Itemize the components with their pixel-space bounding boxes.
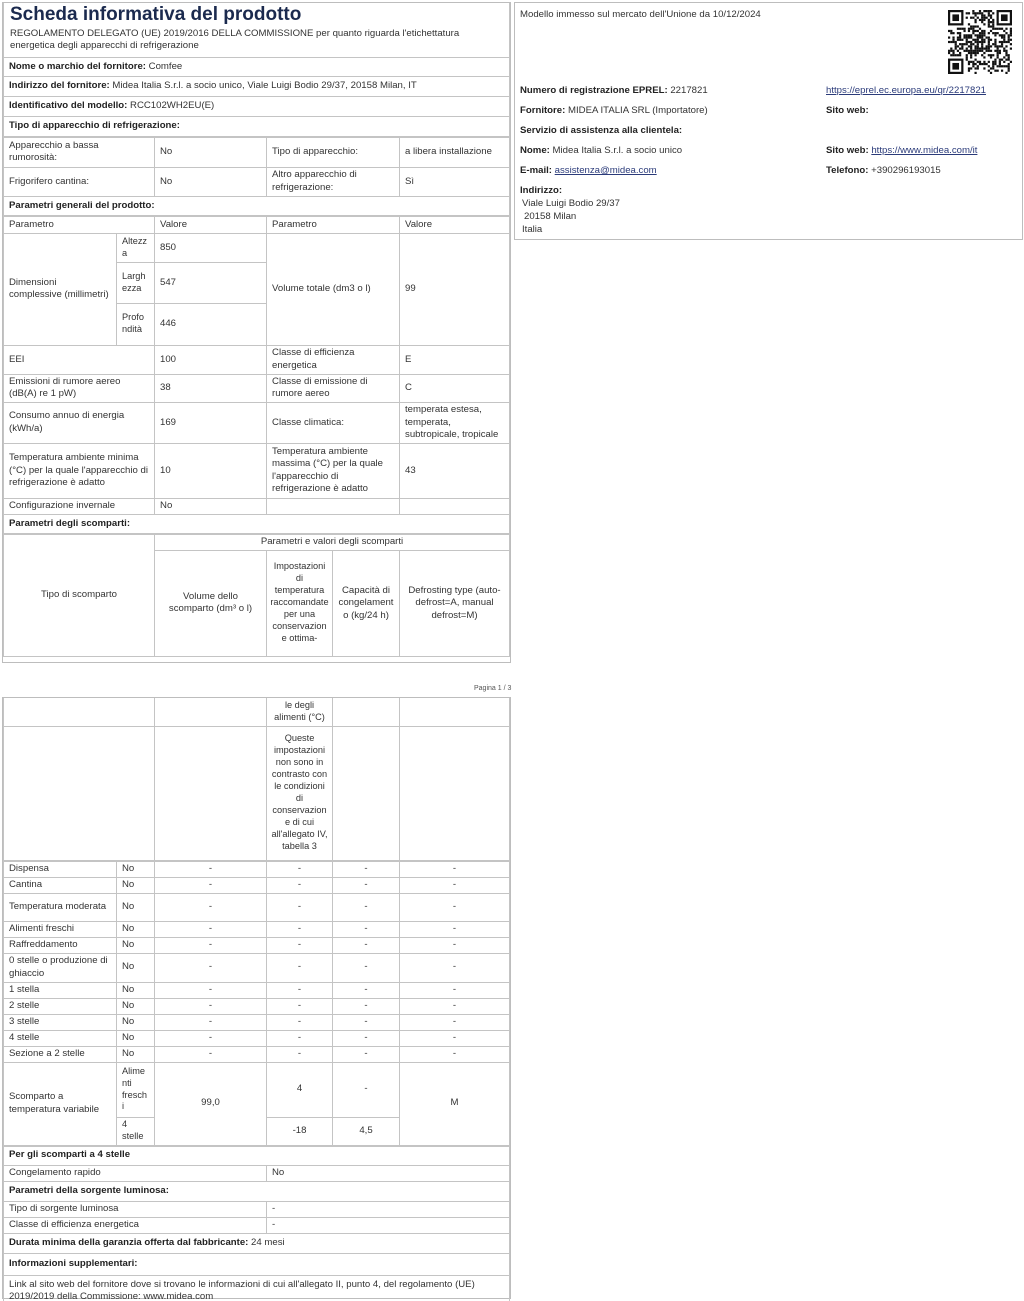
compartment-row — [4, 893, 510, 921]
cell: Consumo annuo di energia (kWh/a) — [4, 402, 155, 443]
compartment-cell: Temperatura moderata — [4, 893, 117, 921]
comp-defrost-header: Defrosting type (auto-defrost=A, manual defrost=M) — [400, 550, 510, 656]
cell: Temperatura ambiente massima (°C) per la quale l'apparecchio di refrigerazione è adatto — [267, 443, 400, 498]
product-sheet-page-1 — [2, 2, 511, 663]
address-line-3: Italia — [522, 224, 543, 235]
compartment-cell: - — [333, 998, 400, 1014]
compartment-cell: - — [267, 998, 333, 1014]
compartment-cell: - — [333, 982, 400, 998]
address-line-2: 20158 Milan — [524, 211, 577, 222]
variable-temp2: -18 — [267, 1117, 333, 1145]
dim-height-label: Altezza — [117, 233, 155, 262]
compartment-cell: - — [155, 1030, 267, 1046]
compartment-cell: No — [117, 998, 155, 1014]
variable-freeze2: 4,5 — [333, 1117, 400, 1145]
variable-sub2: 4 stelle — [117, 1117, 155, 1145]
compartment-cell: - — [267, 1046, 333, 1062]
email-link[interactable]: assistenza@midea.com — [554, 165, 657, 176]
compartment-cell: - — [333, 877, 400, 893]
winter-value: No — [155, 498, 267, 514]
compartment-cell: - — [155, 1014, 267, 1030]
compartment-cell: No — [117, 982, 155, 998]
light-type-label: Tipo di sorgente luminosa — [4, 1201, 267, 1217]
compartments-table — [3, 698, 510, 861]
product-sheet-page-2 — [2, 697, 511, 1299]
compartment-cell: 2 stelle — [4, 998, 117, 1014]
compartment-row — [4, 1030, 510, 1046]
compartment-cell: - — [155, 877, 267, 893]
general-row — [4, 402, 510, 443]
compartment-cell: - — [400, 877, 510, 893]
variable-freeze1: - — [333, 1062, 400, 1117]
page-title: Scheda informativa del prodotto — [10, 4, 302, 25]
qr-code-icon[interactable] — [948, 10, 1012, 74]
compartment-cell: No — [117, 1046, 155, 1062]
four-star-heading: Per gli scomparti a 4 stelle — [4, 1146, 510, 1165]
compartments-heading: Parametri degli scomparti: — [4, 514, 510, 533]
appliance-row — [4, 167, 510, 196]
compartment-cell: No — [117, 861, 155, 877]
column-header-row — [4, 216, 510, 233]
dim-width-label: Larghezza — [117, 262, 155, 303]
general-params-table — [3, 216, 510, 534]
cell: EEI — [4, 345, 155, 374]
compartment-cell: 4 stelle — [4, 1030, 117, 1046]
dimensions-label: Dimensioni complessive (millimetri) — [4, 233, 117, 345]
light-type-value: - — [267, 1201, 510, 1217]
compartment-cell: - — [333, 1030, 400, 1046]
cell: a libera installazione — [400, 137, 510, 167]
comp-type-header: Tipo di scomparto — [4, 534, 155, 656]
compartment-row — [4, 1014, 510, 1030]
compartment-cell: - — [400, 937, 510, 953]
cell: Classe di emissione di rumore aereo — [267, 374, 400, 402]
cell: temperata estesa, temperata, subtropicale, tropicale — [400, 402, 510, 443]
comp-volume-header: Volume dello scomparto (dm³ o l) — [155, 550, 267, 656]
compartment-cell: - — [400, 998, 510, 1014]
compartment-cell: Raffreddamento — [4, 937, 117, 953]
appliance-type-heading: Tipo di apparecchio di refrigerazione: — [4, 116, 510, 136]
variable-comp-label: Scomparto a temperatura variabile — [4, 1062, 117, 1145]
compartment-cell: - — [400, 921, 510, 937]
compartment-cell: No — [117, 877, 155, 893]
website-label: Sito web: — [826, 105, 869, 116]
phone-label: Telefono: — [826, 165, 869, 176]
compartment-cell: - — [155, 921, 267, 937]
info-heading: Informazioni supplementari: — [4, 1253, 510, 1275]
warranty-label: Durata minima della garanzia offerta dal fabbricante: — [9, 1236, 249, 1248]
variable-volume: 99,0 — [155, 1062, 267, 1145]
dim-width-value: 547 — [155, 262, 267, 303]
cell: 10 — [155, 443, 267, 498]
comp-group-header: Parametri e valori degli scomparti — [155, 534, 510, 550]
cell: Classe climatica: — [267, 402, 400, 443]
compartment-cell: - — [400, 953, 510, 982]
compartment-cell: No — [117, 937, 155, 953]
website2-label: Sito web: — [826, 145, 869, 156]
compartment-cell: - — [267, 937, 333, 953]
comp-freeze-header: Capacità di congelamento (kg/24 h) — [333, 550, 400, 656]
address-line-1: Viale Luigi Bodio 29/37 — [522, 198, 620, 209]
compartment-cell: Cantina — [4, 877, 117, 893]
cell: E — [400, 345, 510, 374]
compartment-cell: - — [267, 953, 333, 982]
compartments-body — [3, 861, 510, 1146]
page-number: Pagina 1 / 3 — [474, 685, 512, 692]
cell: No — [155, 167, 267, 196]
compartment-cell: - — [267, 877, 333, 893]
compartment-cell: - — [155, 953, 267, 982]
compartment-cell: - — [400, 1014, 510, 1030]
compartment-cell: - — [400, 1046, 510, 1062]
dim-depth-label: Profondità — [117, 303, 155, 345]
compartment-cell: - — [333, 937, 400, 953]
compartment-cell: - — [333, 921, 400, 937]
compartment-cell: No — [117, 1014, 155, 1030]
compartment-cell: Dispensa — [4, 861, 117, 877]
fast-freeze-label: Congelamento rapido — [4, 1165, 267, 1181]
variable-temp1: 4 — [267, 1062, 333, 1117]
compartment-cell: - — [400, 893, 510, 921]
sheet-header-table — [3, 3, 510, 137]
appliance-row — [4, 137, 510, 167]
dim-depth-value: 446 — [155, 303, 267, 345]
cell: Frigorifero cantina: — [4, 167, 155, 196]
compartment-cell: - — [267, 893, 333, 921]
col-header: Valore — [400, 216, 510, 233]
phone-value: +390296193015 — [871, 165, 941, 176]
appliance-type-table — [3, 137, 510, 216]
compartment-cell: - — [267, 1030, 333, 1046]
email-label: E-mail: — [520, 165, 552, 176]
light-class-label: Classe di efficienza energetica — [4, 1217, 267, 1233]
winter-row — [4, 498, 510, 514]
compartment-row — [4, 861, 510, 877]
general-params-heading: Parametri generali del prodotto: — [4, 196, 510, 215]
compartment-cell: - — [155, 937, 267, 953]
compartment-cell: - — [267, 861, 333, 877]
compartment-cell: - — [400, 861, 510, 877]
warranty-value: 24 mesi — [251, 1236, 285, 1248]
cell: C — [400, 374, 510, 402]
total-volume-label: Volume totale (dm3 o l) — [267, 233, 400, 345]
cell: 38 — [155, 374, 267, 402]
cell: Apparecchio a bassa rumorosità: — [4, 137, 155, 167]
supplier-address-value: Midea Italia S.r.l. a socio unico, Viale Luigi Bodio 29/37, 20158 Milan, IT — [112, 80, 417, 92]
info-text: Link al sito web del fornitore dove si trovano le informazioni di cui all'allegato II, punto 4, del regolamento (UE) 2019/2019 della Commissione: www.midea.com — [4, 1275, 510, 1301]
compartment-row — [4, 921, 510, 937]
compartment-cell: - — [333, 893, 400, 921]
customer-service-label: Servizio di assistenza alla clientela: — [520, 125, 683, 136]
compartment-cell: - — [333, 1046, 400, 1062]
total-volume-value: 99 — [400, 233, 510, 345]
comp-temp-note: Queste impostazioni non sono in contrasto con le condizioni di conservazione di cui all'allegato IV, tabella 3 — [267, 726, 333, 860]
compartments-header-table — [3, 534, 510, 657]
variable-sub1: Alimenti freschi — [117, 1062, 155, 1117]
cell: Tipo di apparecchio: — [267, 137, 400, 167]
compartment-cell: No — [117, 1030, 155, 1046]
compartment-cell: No — [117, 953, 155, 982]
winter-label: Configurazione invernale — [4, 498, 155, 514]
compartment-cell: - — [400, 982, 510, 998]
compartment-cell: No — [117, 921, 155, 937]
cell: Classe di efficienza energetica — [267, 345, 400, 374]
col-header: Valore — [155, 216, 267, 233]
address-label: Indirizzo: — [520, 185, 563, 196]
compartment-row — [4, 1046, 510, 1062]
compartment-cell: No — [117, 893, 155, 921]
supplier-value: MIDEA ITALIA SRL (Importatore) — [567, 105, 708, 116]
supplier-label: Fornitore: — [520, 105, 566, 116]
supplier-info-panel — [514, 2, 1023, 240]
compartment-row — [4, 982, 510, 998]
cell: 169 — [155, 402, 267, 443]
cell: Temperatura ambiente minima (°C) per la quale l'apparecchio di refrigerazione è adatto — [4, 443, 155, 498]
extra-params-table — [3, 1146, 510, 1301]
model-id-value: RCC102WH2EU(E) — [130, 100, 215, 112]
general-row — [4, 443, 510, 498]
compartment-cell: - — [267, 921, 333, 937]
model-id-label: Identificativo del modello: — [9, 100, 128, 112]
light-heading: Parametri della sorgente luminosa: — [4, 1181, 510, 1201]
general-row — [4, 374, 510, 402]
compartment-row — [4, 953, 510, 982]
compartment-cell: - — [155, 861, 267, 877]
compartment-cell: - — [155, 893, 267, 921]
general-row — [4, 345, 510, 374]
variable-defrost: M — [400, 1062, 510, 1145]
cell: No — [155, 137, 267, 167]
compartment-cell: - — [267, 1014, 333, 1030]
fast-freeze-value: No — [267, 1165, 510, 1181]
cell: Emissioni di rumore aereo (dB(A) re 1 pW) — [4, 374, 155, 402]
comp-temp-header-cont: le degli alimenti (°C) — [267, 698, 333, 726]
eprel-value: 2217821 — [670, 85, 708, 96]
compartment-row — [4, 877, 510, 893]
supplier-address-label: Indirizzo del fornitore: — [9, 80, 110, 92]
regulation-text: REGOLAMENTO DELEGATO (UE) 2019/2016 DELLA COMMISSIONE per quanto riguarda l'etichettatura energetica degli apparecchi di refrigerazione — [10, 27, 460, 52]
compartment-cell: - — [155, 1046, 267, 1062]
eprel-link[interactable]: https://eprel.ec.europa.eu/qr/2217821 — [826, 85, 987, 96]
supplier-name-value: Comfee — [148, 60, 183, 72]
website-link[interactable]: https://www.midea.com/it — [871, 145, 978, 156]
compartment-row — [4, 937, 510, 953]
contact-name-label: Nome: — [520, 145, 550, 156]
compartment-cell: - — [333, 1014, 400, 1030]
dim-height-value: 850 — [155, 233, 267, 262]
supplier-name-label: Nome o marchio del fornitore: — [9, 60, 146, 72]
compartment-cell: - — [267, 982, 333, 998]
compartment-cell: - — [400, 1030, 510, 1046]
col-header: Parametro — [267, 216, 400, 233]
compartment-cell: Sezione a 2 stelle — [4, 1046, 117, 1062]
compartment-cell: 1 stella — [4, 982, 117, 998]
light-class-value: - — [267, 1217, 510, 1233]
compartment-cell: - — [155, 998, 267, 1014]
cell: 100 — [155, 345, 267, 374]
eprel-label: Numero di registrazione EPREL: — [520, 85, 668, 96]
compartment-row — [4, 998, 510, 1014]
compartment-cell: 3 stelle — [4, 1014, 117, 1030]
market-date: Modello immesso sul mercato dell'Unione da 10/12/2024 — [520, 9, 761, 20]
compartment-cell: 0 stelle o produzione di ghiaccio — [4, 953, 117, 982]
cell: Altro apparecchio di refrigerazione: — [267, 167, 400, 196]
compartment-cell: - — [333, 953, 400, 982]
col-header: Parametro — [4, 216, 155, 233]
contact-name-value: Midea Italia S.r.l. a socio unico — [552, 145, 683, 156]
compartment-cell: - — [333, 861, 400, 877]
compartment-cell: Alimenti freschi — [4, 921, 117, 937]
cell: 43 — [400, 443, 510, 498]
compartment-cell: - — [155, 982, 267, 998]
comp-temp-header: Impostazioni di temperatura raccomandate per una conservazione ottima- — [267, 550, 333, 656]
cell: Sì — [400, 167, 510, 196]
